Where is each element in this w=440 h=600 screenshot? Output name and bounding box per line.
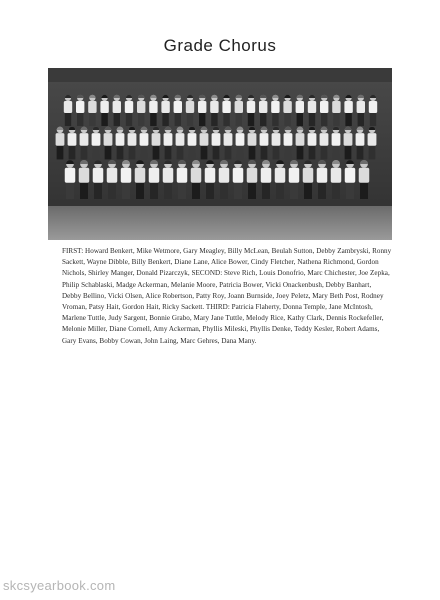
caption-names: FIRST: Howard Benkert, Mike Wetmore, Gary Meagley, Billy McLean, Beulah Sutton, Debby Zambryski, Ronny Sackett, Wayne Dibble, Billy Benkert, Diane Lane, Alice Bower, Cindy Fletcher, Nathena Richmond, Gordon Nichols, Shirley Manger, Donald Pizarczyk, SECOND: Steve Rich, Louis Donofrio, Marc Chichester, Joe Zepka, Philip Schablaski, Madge Ackerman, Melanie Moore, Patricia Bower, Vicki Onackenbush, Debby Banhart, Debby Bellino, Vicki Olsen, Alice Robertson, Patty Roy, Joann Burnside, Joey Peletz, Mary Beth Post, Rodney Vroman, Patsy Hait, Gordon Hait, Ricky Sackett. THIRD: Patricia Flaherty, Donna Temple, Jane McIntosh, Marlene Tuttle, Judy Sargent, Bonnie Grabo, Mary Jane Tuttle, Melody Rice, Kathy Clark, Dennis Rockefeller, Melonie Miller, Diane Cornell, Amy Ackerman, Phyllis Mileski, Phyllis Denke, Teddy Kesler, Robert Adams, Gary Evans, Bobby Cowan, John Laing, Marc Gehres, Dana Many. bbox=[62, 247, 392, 345]
page-title: Grade Chorus bbox=[163, 36, 277, 55]
watermark: skcsyearbook.com bbox=[3, 578, 116, 593]
group-photo bbox=[48, 68, 392, 240]
group-photo-illustration bbox=[48, 68, 392, 240]
